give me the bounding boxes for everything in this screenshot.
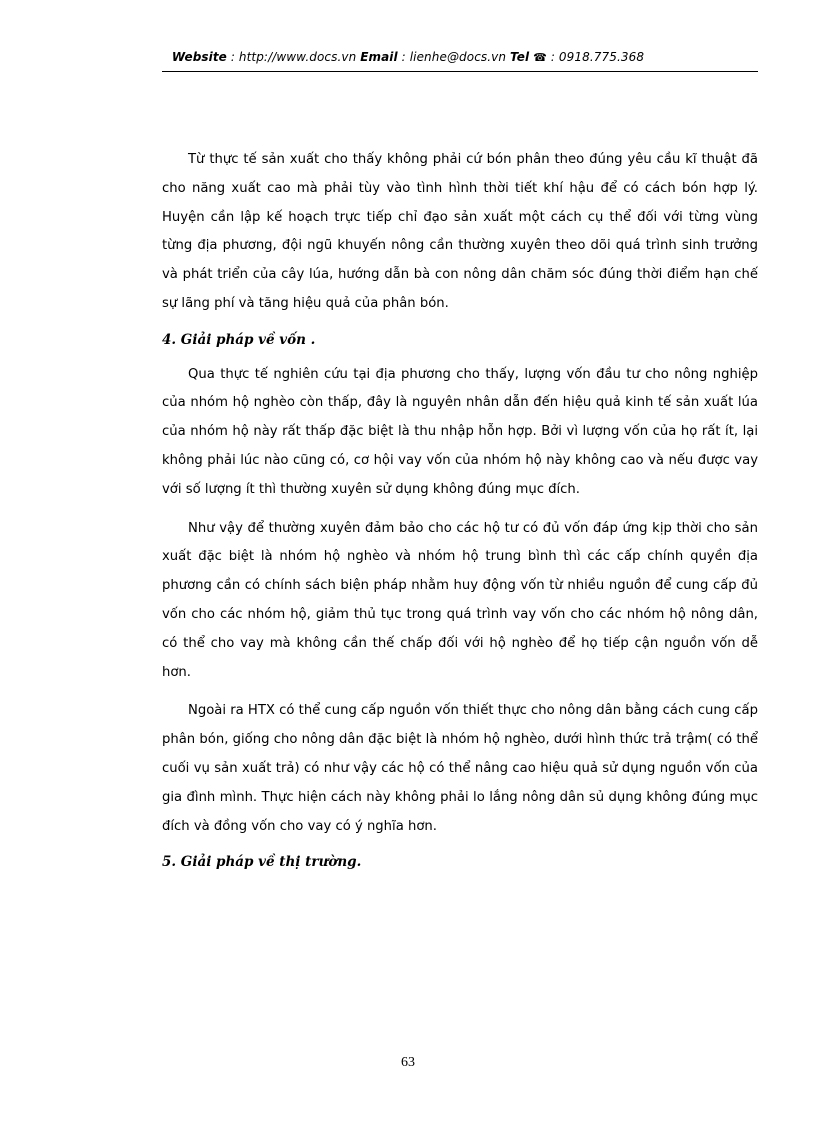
email-value: : lienhe@docs.vn (397, 50, 510, 64)
paragraph-fertilizer: Từ thực tế sản xuất cho thấy không phải cứ bón phân theo đúng yêu cầu kĩ thuật đã cho năng xuất cao mà phải tùy vào tình hình thời tiết khí hậu để có cách bón hợp lý. Huyện cần lập kế hoạch trực tiếp chỉ đạo sản xuất một cách cụ thể đối với từng vùng từng địa phương, đội ngũ khuyến nông cần thường xuyên theo dõi quá trình sinh trưởng và phát triển của cây lúa, hướng dẫn bà con nông dân chăm sóc đúng thời điểm hạn chế sự lãng phí và tăng hiệu quả của phân bón. (162, 152, 758, 311)
document-body (162, 146, 758, 883)
paragraph-cooperative: Ngoài ra HTX có thể cung cấp nguồn vốn thiết thực cho nông dân bằng cách cung cấp phân bón, giống cho nông dân đặc biệt là nhóm hộ nghèo, dưới hình thức trả trậm( có thể cuối vụ sản xuất trả) có như vậy các hộ có thể nâng cao hiệu quả sử dụng nguồn vốn của gia đình mình. Thực hiện cách này không phải lo lắng nông dân sủ dụng không đúng mục đích và đồng vốn cho vay có ý nghĩa hơn. (162, 703, 758, 834)
website-value: : http://www.docs.vn (226, 50, 361, 64)
tel-label: Tel (510, 50, 530, 64)
phone-icon: ☎ (533, 51, 547, 64)
paragraph-capital-research: Qua thực tế nghiên cứu tại địa phương cho thấy, lượng vốn đầu tư cho nông nghiệp của nhóm hộ nghèo còn thấp, đây là nguyên nhân dẫn đến hiệu quả kinh tế sản xuất lúa của nhóm hộ này rất thấp đặc biệt là thu nhập hỗn hợp. Bởi vì lượng vốn của họ rất ít, lại không phải lúc nào cũng có, cơ hội vay vốn của nhóm hộ này không cao và nếu được vay với số lượng ít thì thường xuyên sử dụng không đúng mục đích. (162, 366, 758, 497)
email-label: Email (360, 50, 398, 64)
paragraph-capital-policy: Như vậy để thường xuyên đảm bảo cho các hộ tư có đủ vốn đáp ứng kịp thời cho sản xuất đặc biệt là nhóm hộ nghèo và nhóm hộ trung bình thì các cấp chính quyền địa phương cần có chính sách biện pháp nhằm huy động vốn từ nhiều nguồn để cung cấp đủ vốn cho các nhóm hộ, giảm thủ tục trong quá trình vay vốn cho các nhóm hộ nông dân, có thể cho vay mà không cần thế chấp đối với hộ nghèo để họ tiếp cận nguồn vốn dễ hơn. (162, 520, 758, 680)
page-header (0, 50, 816, 64)
heading-market-solution: 5. Giải pháp về thị trường. (162, 854, 362, 871)
website-label: Website (171, 50, 227, 64)
page-number: 63 (401, 1055, 415, 1070)
header-divider (162, 71, 758, 72)
tel-value: : 0918.775.368 (546, 50, 645, 64)
heading-capital-solution: 4. Giải pháp về vốn . (162, 331, 316, 348)
